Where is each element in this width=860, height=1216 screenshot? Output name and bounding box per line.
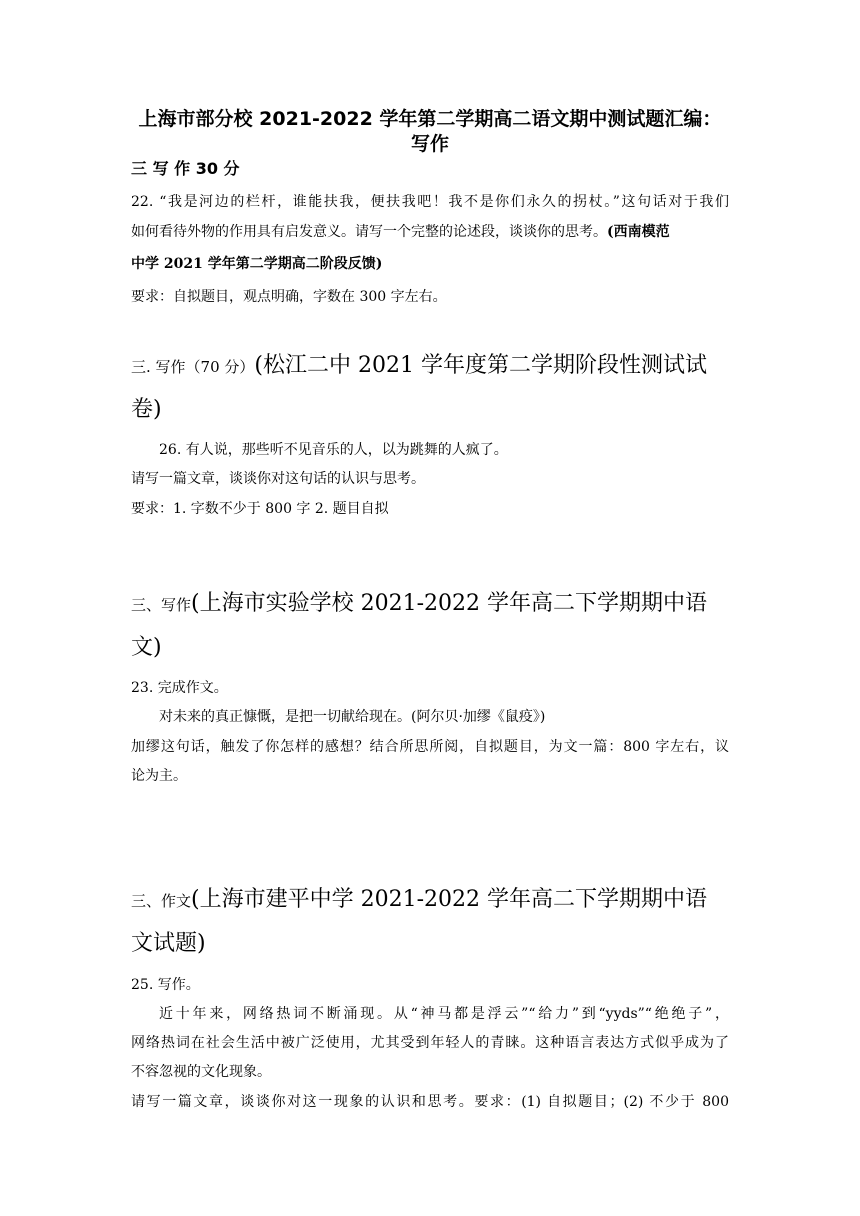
part2-requirement: 要求：1. 字数不少于 800 字 2. 题目自拟 [131,501,389,517]
part4-paragraph-line3: 不容忽视的文化现象。 [131,1064,271,1080]
part3-source-line1: (上海市实验学校 2021-2022 学年高二下学期期中语 [191,591,707,616]
part4-heading-line1 [131,880,707,921]
part4-paragraph-line1: 近十年来，网络热词不断涌现。从“神马都是浮云”“给力”到“yyds”“绝绝子”， [159,1006,729,1022]
part3-question-line2: 加缪这句话，触发了你怎样的感想？结合所思所阅，自拟题目，为文一篇：800 字左右，议 [131,739,729,755]
part4-source-line2: 文试题) [131,931,206,956]
part4-paragraph-line2: 网络热词在社会生活中被广泛使用，尤其受到年轻人的青睐。这种语言表达方式似乎成为了 [131,1035,729,1051]
part4-heading-small: 三、作文 [131,892,192,910]
part3-heading-small: 三、写作 [131,596,192,614]
part3-question-line3: 论为主。 [131,768,187,784]
part4-question-line1: 25. 写作。 [131,977,200,993]
part4-source-line1: (上海市建平中学 2021-2022 学年高二下学期期中语 [191,887,707,912]
part3-quote: 对未来的真正慷慨，是把一切献给现在。(阿尔贝·加缪《鼠疫》) [159,709,546,725]
part2-question-line1: 26. 有人说，那些听不见音乐的人，以为跳舞的人疯了。 [159,442,508,458]
part1-source-b: 中学 2021 学年第二学期高二阶段反馈) [131,256,383,272]
part3-question-line1: 23. 完成作文。 [131,680,228,696]
part2-source-line2: 卷) [131,397,162,422]
part2-question-line2: 请写一篇文章，谈谈你对这句话的认识与思考。 [131,471,425,487]
part1-heading: 三 写 作 30 分 [131,159,240,178]
part3-source-line2: 文) [131,635,162,660]
part2-heading-small: 三. 写作（70 分） [131,358,255,376]
part4-question-line2: 请写一篇文章，谈谈你对这一现象的认识和思考。要求：(1) 自拟题目；(2) 不少于 800 [131,1094,729,1110]
part2-heading-line1 [131,346,707,387]
part1-requirement: 要求：自拟题目，观点明确，字数在 300 字左右。 [131,289,447,305]
document-title-line2: 写作 [410,133,449,155]
part1-question-line2 [131,222,670,242]
part1-question-line1: 22. “我是河边的栏杆，谁能扶我，便扶我吧！我不是你们永久的拐杖。”这句话对于我们 [131,194,729,210]
part1-question-line2-text: 如何看待外物的作用具有启发意义。请写一个完整的论述段，谈谈你的思考。 [131,224,607,240]
part1-source-a: (西南模范 [607,224,670,240]
document-title-line1: 上海市部分校 2021-2022 学年第二学期高二语文期中测试题汇编： [138,108,722,130]
part3-heading-line1 [131,584,707,625]
part2-source-line1: (松江二中 2021 学年度第二学期阶段性测试试 [254,353,707,378]
